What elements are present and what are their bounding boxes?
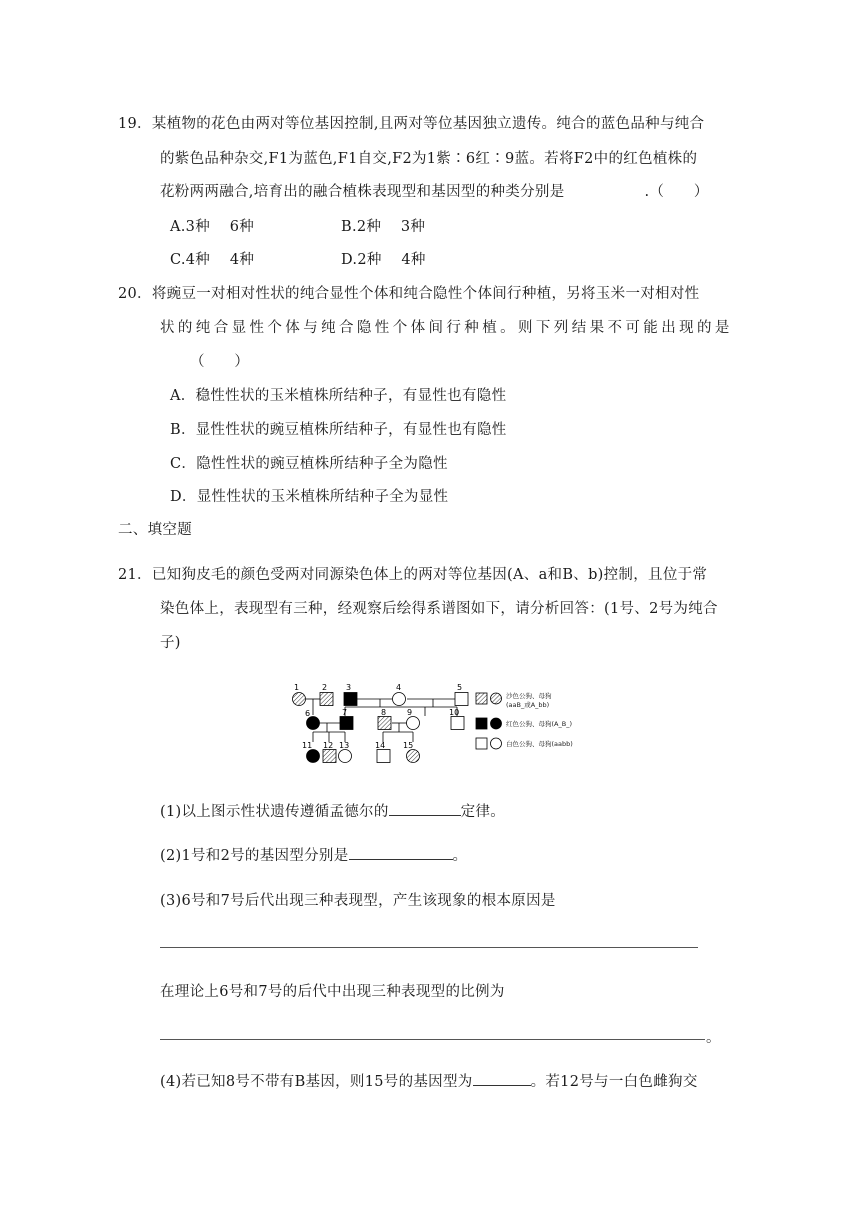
q21-sub4-blank[interactable] [473, 1073, 531, 1086]
section-heading: 二、填空题 [118, 522, 192, 538]
label-8: 8 [381, 708, 387, 717]
q21-sub4-text: (4)若已知8号不带有B基因，则15号的基因型为 [160, 1074, 473, 1090]
label-6: 6 [305, 709, 311, 718]
label-1: 1 [294, 683, 300, 692]
individual-3-icon [344, 693, 357, 706]
individual-7-icon [340, 717, 353, 730]
individual-4-icon [393, 693, 406, 706]
q21-sub1-blank[interactable] [389, 803, 461, 816]
q21-line2: 染色体上，表现型有三种，经观察后绘得系谱图如下，请分析回答：(1号、2号为纯合 [160, 601, 718, 617]
q20-option-d: D．显性性状的玉米植株所结种子全为显性 [170, 489, 449, 505]
q19-option-b: B.2种 3种 [341, 219, 426, 235]
q21-line1: 21．已知狗皮毛的颜色受两对同源染色体上的两对等位基因(A、a和B、b)控制，且位于常 [118, 567, 708, 583]
legend-red-male-icon [476, 718, 487, 729]
legend-white-male-icon [476, 738, 487, 749]
q21-sub1 [160, 800, 505, 821]
q21-sub1-tail: 定律。 [460, 804, 506, 820]
q19-line2: 的紫色品种杂交,F1为蓝色,F1自交,F2为1紫∶6红∶9蓝。若将F2中的红色植株的 [160, 151, 698, 167]
q21-sub2 [160, 844, 467, 865]
individual-11-icon [307, 750, 320, 763]
label-3: 3 [346, 683, 352, 692]
individual-10-icon [451, 717, 464, 730]
label-2: 2 [322, 683, 328, 692]
individual-1-icon [293, 693, 306, 706]
legend-red-label: 红色公狗、母狗(A_B_) [506, 720, 572, 728]
label-14: 14 [375, 741, 386, 750]
q19-option-d: D.2种 4种 [341, 252, 426, 268]
legend-sandy-label: 沙色公狗、母狗 [506, 692, 552, 700]
q21-sub3-period: 。 [706, 1030, 721, 1046]
individual-2-icon [320, 693, 333, 706]
q21-sub2-text: (2)1号和2号的基因型分别是 [160, 848, 349, 864]
individual-12-icon [323, 750, 336, 763]
individual-14-icon [377, 750, 390, 763]
q19-line3 [160, 180, 709, 201]
q21-sub3-ratio-answer-line[interactable] [160, 1039, 705, 1040]
legend-white-female-icon [491, 738, 502, 749]
individual-5-icon [455, 693, 468, 706]
q20-option-c: C．隐性性状的豌豆植株所结种子全为隐性 [170, 456, 448, 472]
label-10: 10 [449, 708, 460, 717]
q20-answer-paren: （ ） [190, 354, 250, 370]
q19-answer-paren: .（ ） [644, 184, 709, 200]
q21-sub3-answer-line[interactable] [160, 947, 698, 948]
q20-line1: 20．将豌豆一对相对性状的纯合显性个体和纯合隐性个体间行种植，另将玉米一对相对性 [118, 286, 700, 302]
individual-6-icon [307, 717, 320, 730]
q19-line1: 19．某植物的花色由两对等位基因控制,且两对等位基因独立遗传。纯合的蓝色品种与纯合 [118, 116, 705, 132]
q20-option-b: B．显性性状的豌豆植株所结种子，有显性也有隐性 [170, 422, 507, 438]
q21-sub2-blank[interactable] [349, 847, 453, 860]
individual-8-icon [378, 717, 391, 730]
label-4: 4 [396, 683, 402, 692]
label-7: 7 [342, 708, 348, 717]
label-12: 12 [323, 741, 334, 750]
q19-option-c: C.4种 4种 [170, 252, 255, 268]
q21-line3: 子) [160, 635, 181, 651]
legend-sandy-female-icon [491, 693, 502, 704]
q21-sub3-ratio: 在理论上6号和7号的后代中出现三种表现型的比例为 [160, 984, 505, 1000]
q21-sub1-text: (1)以上图示性状遗传遵循孟德尔的 [160, 804, 389, 820]
q19-option-a: A.3种 6种 [170, 219, 255, 235]
q21-sub2-tail: 。 [452, 848, 468, 864]
q20-option-a: A．稳性性状的玉米植株所结种子，有显性也有隐性 [170, 388, 507, 404]
label-11: 11 [302, 741, 313, 750]
q21-sub3: (3)6号和7号后代出现三种表现型，产生该现象的根本原因是 [160, 893, 556, 909]
q19-line3-text: 花粉两两融合,培育出的融合植株表现型和基因型的种类分别是 [160, 184, 565, 200]
legend-sandy-male-icon [476, 693, 487, 704]
pedigree-chart [285, 680, 585, 770]
label-15: 15 [403, 741, 414, 750]
legend-white-label: 白色公狗、母狗(aabb) [506, 740, 573, 748]
q21-sub4 [160, 1070, 698, 1091]
legend-red-female-icon [491, 718, 502, 729]
label-5: 5 [457, 683, 463, 692]
individual-13-icon [339, 750, 352, 763]
legend-sandy-genotype: (aaB_或A_bb) [506, 701, 550, 709]
individual-9-icon [407, 717, 420, 730]
q20-line2: 状的纯合显性个体与纯合隐性个体间行种植。则下列结果不可能出现的是 [160, 320, 733, 336]
individual-15-icon [407, 750, 420, 763]
label-13: 13 [339, 741, 350, 750]
q21-sub4-tail: 。若12号与一白色雌狗交 [530, 1074, 698, 1090]
label-9: 9 [407, 708, 413, 717]
